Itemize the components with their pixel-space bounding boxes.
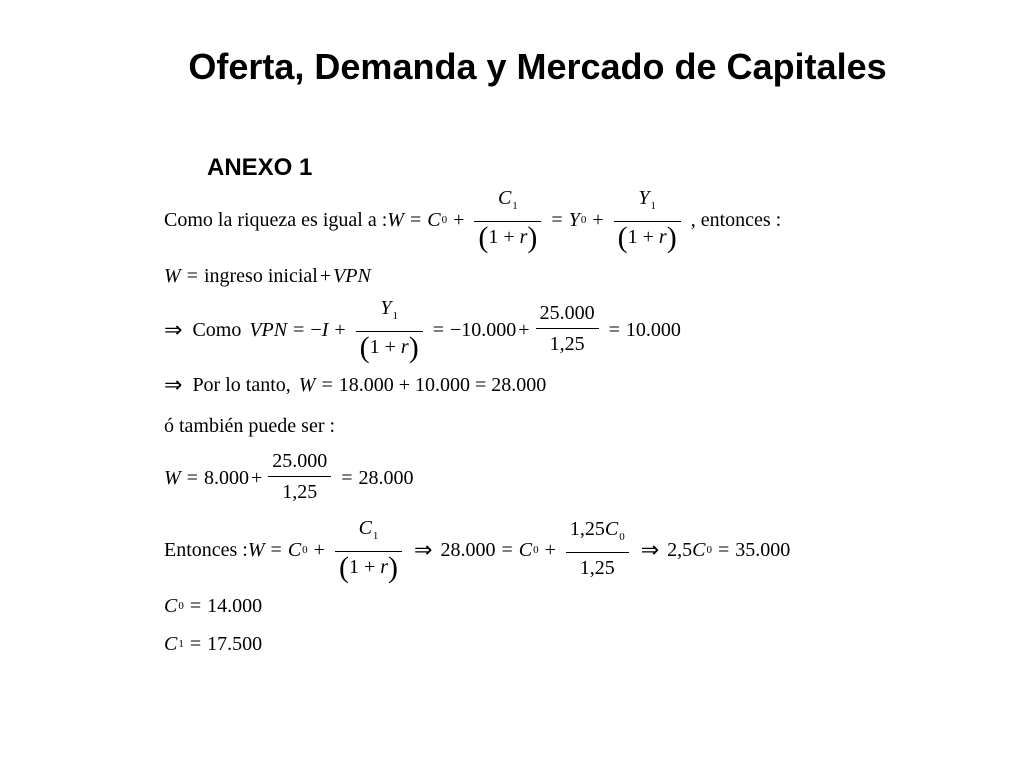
- fraction: $\frac{C_1}{(1 + r)}$: [335, 517, 402, 580]
- fraction-numerator: 1,25: [569, 517, 605, 540]
- equation-value: 2,5: [667, 538, 693, 561]
- fraction: $\frac{C_1}{(1 + r)}$: [474, 187, 541, 250]
- equation-text: Entonces :: [164, 538, 248, 561]
- implies-icon: ⇒: [414, 537, 433, 562]
- annex-heading: ANEXO 1: [207, 154, 313, 181]
- equation-wealth-alt: W = 8.000 + $\frac{25.000}{1,25}$ = 28.000: [164, 449, 414, 503]
- equation-wealth-definition: Como la riqueza es igual a : W = C 0 + $\frac{C_1}{(1 + r)}$ = Y 0 + $\frac{Y_1}{(1 + r)}$ , entonces :: [164, 186, 782, 254]
- implies-icon: ⇒: [164, 372, 183, 397]
- equation-alternative: [164, 414, 335, 438]
- fraction-denominator: 1,25: [579, 556, 615, 579]
- equation-value: −10.000: [450, 318, 517, 341]
- equation-text: , entonces :: [690, 208, 782, 231]
- fraction-numerator: 25.000: [539, 301, 595, 324]
- implies-icon: ⇒: [640, 537, 660, 562]
- equation-value: 10.000: [625, 318, 681, 341]
- fraction-denominator: 1,25: [549, 332, 585, 355]
- fraction: $\frac{1,25C_0}{1,25}$: [566, 518, 629, 579]
- equation-c1: C 1 = 17.500: [164, 632, 263, 655]
- fraction: $\frac{Y_1}{(1 + r)}$: [614, 187, 681, 250]
- equation-value: 8.000: [203, 466, 249, 489]
- equation-text: ó también puede ser :: [164, 414, 336, 437]
- equation-value: 18.000 + 10.000 = 28.000: [338, 373, 547, 396]
- fraction-denominator: 1,25: [282, 480, 318, 503]
- fraction: [536, 302, 599, 355]
- equation-consumption: Entonces : W = C 0 + $\frac{C_1}{(1 + r)}$ ⇒ 28.000 = C 0 + $\frac{1,25C_0}{1,25}$ ⇒ 2,5 C 0 = 35.000: [164, 516, 791, 584]
- equation-value: 28.000: [358, 466, 414, 489]
- equation-text: Como: [192, 318, 242, 341]
- equation-wealth-total: ⇒ Por lo tanto, W = 18.000 + 10.000 = 28.000: [164, 372, 547, 397]
- fraction-numerator: 25.000: [272, 449, 328, 472]
- equation-value: 28.000: [440, 538, 496, 561]
- fraction: [268, 450, 331, 503]
- equation-value: 17.500: [207, 632, 263, 655]
- fraction: $\frac{Y_1}{(1 + r)}$: [356, 297, 423, 360]
- equation-vpn: ⇒ Como VPN = − I + $\frac{Y_1}{(1 + r)}$ = −10.000 + $\frac{25.000}{1,25}$ = 10.000: [164, 296, 681, 364]
- slide-title: Oferta, Demanda y Mercado de Capitales: [188, 46, 887, 87]
- equation-text: Como la riqueza es igual a :: [164, 208, 388, 231]
- equation-text: ingreso inicial: [203, 264, 318, 287]
- equation-text: Por lo tanto,: [192, 373, 291, 396]
- equation-wealth-vpn: W = ingreso inicial + VPN: [164, 264, 371, 287]
- implies-icon: ⇒: [164, 317, 183, 342]
- equation-value: 14.000: [207, 594, 263, 617]
- equation-c0: C 0 = 14.000: [164, 594, 263, 617]
- equation-value: 35.000: [735, 538, 791, 561]
